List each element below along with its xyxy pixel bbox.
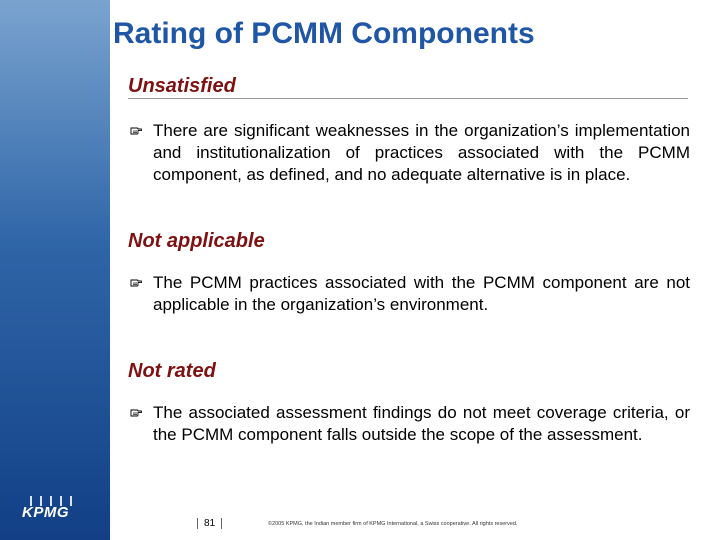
bullet-item-not-applicable bbox=[130, 272, 690, 316]
sidebar-gradient bbox=[0, 0, 110, 540]
pointing-hand-icon bbox=[130, 406, 142, 418]
kpmg-logo bbox=[22, 496, 88, 526]
page-number: 81 bbox=[197, 518, 222, 529]
bullet-item-unsatisfied bbox=[130, 120, 690, 186]
bullet-text: The associated assessment findings do not meet coverage criteria, or the PCMM component falls outside the scope of the assessment. bbox=[153, 403, 690, 444]
pointing-hand-icon bbox=[130, 124, 142, 136]
bullet-text: There are significant weaknesses in the organization’s implementation and institutionalization of practices associated with the PCMM component, as defined, and no adequate alternative is in place. bbox=[153, 121, 690, 184]
bullet-item-not-rated bbox=[130, 402, 690, 446]
footer-copyright: ©2005 KPMG, the Indian member firm of KPMG International, a Swiss cooperative. All rights reserved. bbox=[268, 521, 518, 527]
slide-title: Rating of PCMM Components bbox=[113, 17, 535, 50]
section-heading-not-applicable: Not applicable bbox=[128, 230, 265, 252]
bullet-text: The PCMM practices associated with the PCMM component are not applicable in the organization’s environment. bbox=[153, 273, 690, 314]
section-heading-not-rated: Not rated bbox=[128, 360, 216, 382]
section-heading-unsatisfied: Unsatisfied bbox=[128, 75, 688, 99]
pointing-hand-icon bbox=[130, 276, 142, 288]
logo-text: KPMG bbox=[22, 504, 69, 521]
